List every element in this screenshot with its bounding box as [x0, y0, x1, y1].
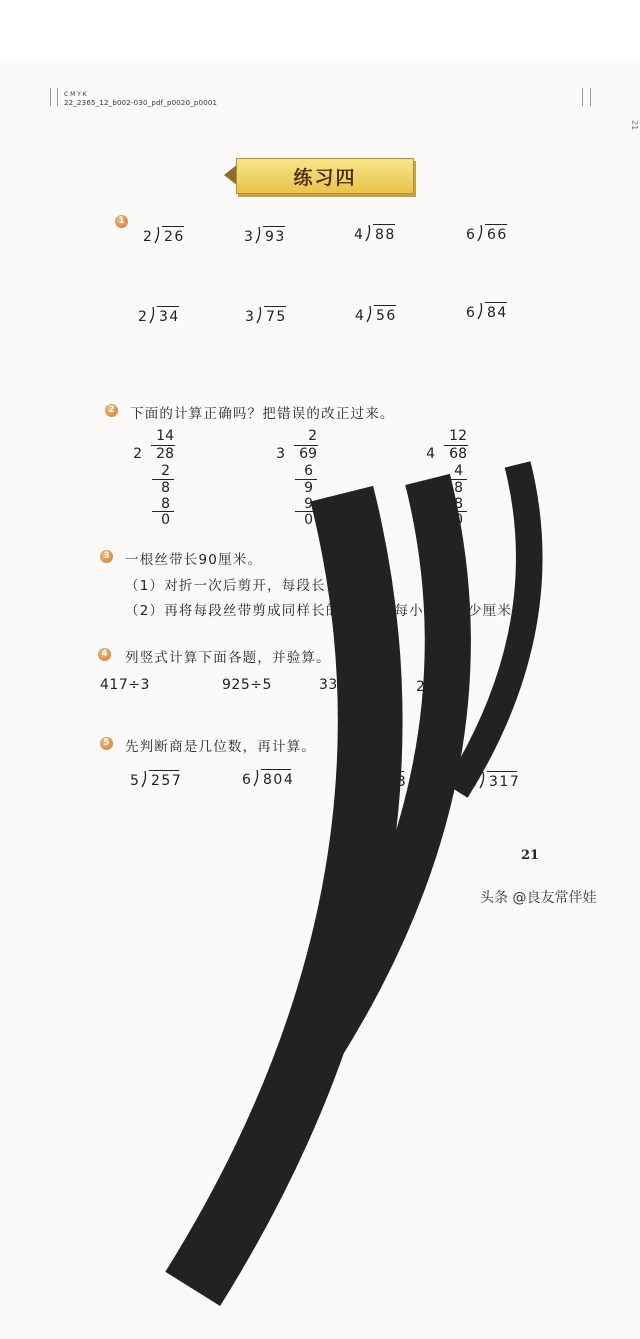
banner-body: [236, 158, 414, 194]
crop-mark: [57, 88, 58, 106]
dividend: 804: [263, 772, 295, 788]
work-line: 4: [454, 463, 463, 479]
dividend: 56: [376, 308, 397, 324]
question-2-text: 下面的计算正确吗？把错误的改正过来。: [130, 406, 395, 422]
dividend: 93: [265, 229, 286, 245]
section-title: 练习四: [293, 167, 357, 189]
question-badge-1: 1: [115, 215, 128, 228]
subtraction-line: [152, 511, 174, 512]
division-bar: [485, 224, 507, 225]
dividend: 84: [487, 305, 508, 321]
division-bar: [487, 771, 517, 772]
divisor: 6: [466, 227, 475, 243]
dividend: 68: [449, 446, 467, 462]
page-number: 21: [521, 848, 540, 863]
divisor: 5: [130, 773, 139, 789]
crop-mark: [50, 88, 51, 106]
divisor: 4: [426, 446, 435, 462]
division-bar: [374, 305, 396, 306]
work-line: 0: [454, 512, 463, 528]
dividend: 66: [487, 227, 508, 243]
division-bar: [485, 302, 507, 303]
question-5-text: 先判断商是几位数，再计算。: [125, 739, 317, 755]
subtraction-line: [152, 479, 174, 480]
dividend: 183: [376, 774, 408, 790]
work-line: 0: [161, 512, 170, 528]
work-line: 8: [161, 496, 170, 512]
quotient: 12: [449, 428, 467, 444]
division-bar: [149, 770, 179, 771]
quotient: 14: [156, 428, 174, 444]
division-bar: [157, 306, 179, 307]
question-badge-5: 5: [100, 737, 113, 750]
subtraction-line: [295, 511, 317, 512]
divisor: 3: [245, 309, 254, 325]
q4-expression: 417÷3: [100, 677, 150, 693]
division-bar: [162, 226, 184, 227]
work-line: 8: [454, 480, 463, 496]
dividend: 75: [266, 309, 287, 325]
q4-expression: 332÷4: [319, 677, 369, 693]
dividend: 34: [159, 309, 180, 325]
division-bar: [373, 224, 395, 225]
divisor: 4: [355, 308, 364, 324]
divisor: 6: [466, 305, 475, 321]
crop-mark: [582, 88, 583, 106]
question-badge-2: 2: [105, 404, 118, 417]
divisor: 2: [468, 774, 477, 790]
question-badge-3: 3: [100, 550, 113, 563]
division-bar: [263, 226, 285, 227]
dividend: 69: [299, 446, 317, 462]
division-bar: [264, 306, 286, 307]
question-4-text: 列竖式计算下面各题，并验算。: [125, 650, 331, 666]
division-bar: [374, 771, 404, 772]
divisor: 3: [276, 446, 285, 462]
scan-top-band: [0, 0, 640, 62]
crop-mark: [590, 88, 591, 106]
dividend: 317: [489, 774, 521, 790]
divisor: 2: [138, 309, 147, 325]
work-line: 0: [304, 512, 313, 528]
q4-expression: 264÷6: [416, 679, 466, 695]
work-line: 9: [304, 496, 313, 512]
subtraction-line: [445, 479, 467, 480]
print-file-code: 22_2365_12_b002-030_pdf_p0020_p0001: [64, 99, 218, 107]
divisor: 4: [355, 774, 364, 790]
work-line: 6: [304, 463, 313, 479]
q4-expression: 925÷5: [222, 677, 272, 693]
divisor: 3: [244, 229, 253, 245]
divisor: 6: [242, 772, 251, 788]
dividend: 26: [164, 229, 185, 245]
dividend: 257: [151, 773, 183, 789]
question-3-sub-2: （2）再将每段丝带剪成同样长的3小段，每小段长多少厘米？: [125, 603, 527, 619]
work-line: 9: [304, 480, 313, 496]
divisor: 4: [354, 227, 363, 243]
question-badge-4: 4: [98, 648, 111, 661]
quotient: 2: [308, 428, 317, 444]
divisor: 2: [133, 446, 142, 462]
question-3-text: 一根丝带长90厘米。: [125, 552, 263, 568]
question-3-sub-1: （1）对折一次后剪开，每段长多少厘米？: [125, 578, 400, 594]
divisor: 2: [143, 229, 152, 245]
print-color-marks: C M Y K: [64, 91, 87, 98]
division-bar: [261, 769, 291, 770]
watermark: 头条 @良友常伴娃: [480, 890, 597, 906]
subtraction-line: [295, 479, 317, 480]
work-line: 8: [454, 496, 463, 512]
work-line: 8: [161, 480, 170, 496]
division-bracket-icon: [436, 444, 640, 811]
dividend: 88: [375, 227, 396, 243]
page-edge-text: 21: [630, 120, 639, 131]
work-line: 2: [161, 463, 170, 479]
subtraction-line: [445, 511, 467, 512]
dividend: 28: [156, 446, 174, 462]
